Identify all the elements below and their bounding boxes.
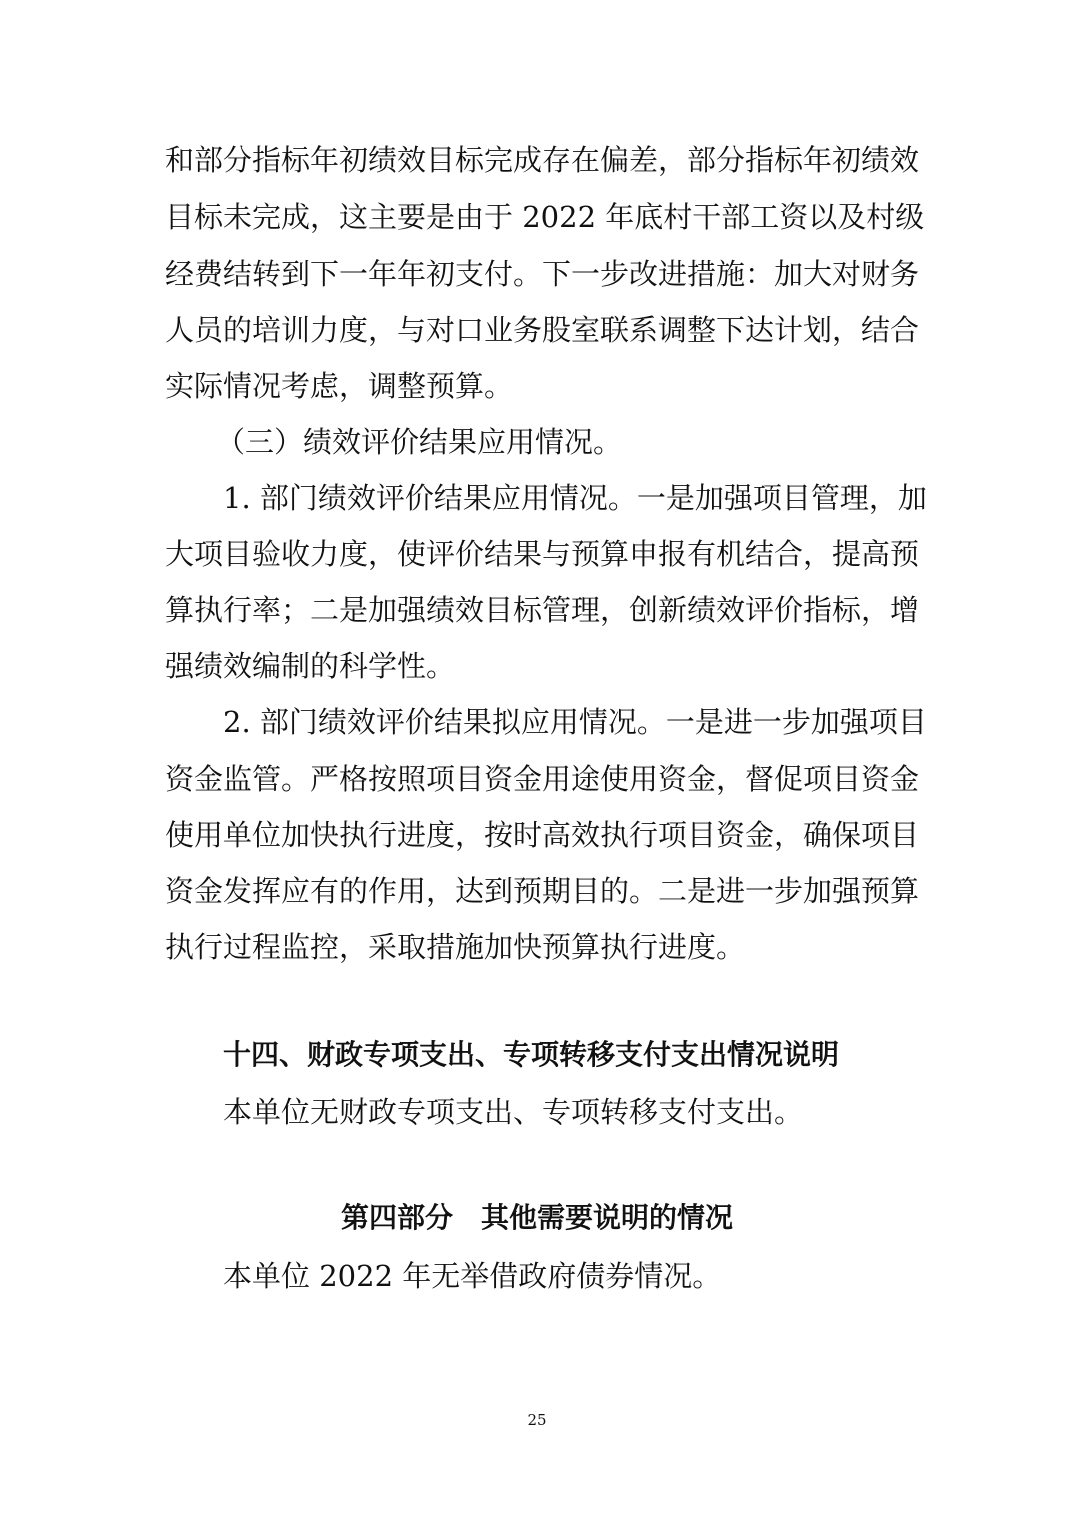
item2-line: 执行过程监控，采取措施加快预算执行进度。 [165, 930, 746, 964]
subsection-title: （三）绩效评价结果应用情况。 [216, 425, 623, 459]
paragraph-line: 目标未完成，这主要是由于 2022 年底村干部工资以及村级 [165, 200, 925, 234]
item2-line: 使用单位加快执行进度，按时高效执行项目资金，确保项目 [165, 818, 920, 852]
section14-heading: 十四、财政专项支出、专项转移支付支出情况说明 [223, 1038, 840, 1071]
item1-line: 大项目验收力度，使评价结果与预算申报有机结合，提高预 [165, 537, 920, 571]
item1-line: 算执行率；二是加强绩效目标管理，创新绩效评价指标，增 [165, 593, 920, 627]
item2-line: 2. 部门绩效评价结果拟应用情况。一是进一步加强项目 [223, 705, 927, 739]
page-number: 25 [527, 1411, 547, 1429]
paragraph-line: 经费结转到下一年年初支付。下一步改进措施：加大对财务 [165, 257, 920, 291]
paragraph-line: 和部分指标年初绩效目标完成存在偏差，部分指标年初绩效 [165, 143, 920, 177]
item2-line: 资金监管。严格按照项目资金用途使用资金，督促项目资金 [165, 762, 920, 796]
paragraph-line: 实际情况考虑，调整预算。 [165, 369, 514, 403]
part4-body: 本单位 2022 年无举借政府债券情况。 [223, 1259, 722, 1293]
part4-heading: 第四部分 其他需要说明的情况 [340, 1201, 733, 1234]
paragraph-line: 人员的培训力度，与对口业务股室联系调整下达计划，结合 [165, 313, 920, 347]
item1-line: 强绩效编制的科学性。 [165, 649, 456, 683]
item1-line: 1. 部门绩效评价结果应用情况。一是加强项目管理，加 [223, 481, 927, 515]
item2-line: 资金发挥应有的作用，达到预期目的。二是进一步加强预算 [165, 874, 920, 908]
section14-body: 本单位无财政专项支出、专项转移支付支出。 [223, 1095, 804, 1129]
